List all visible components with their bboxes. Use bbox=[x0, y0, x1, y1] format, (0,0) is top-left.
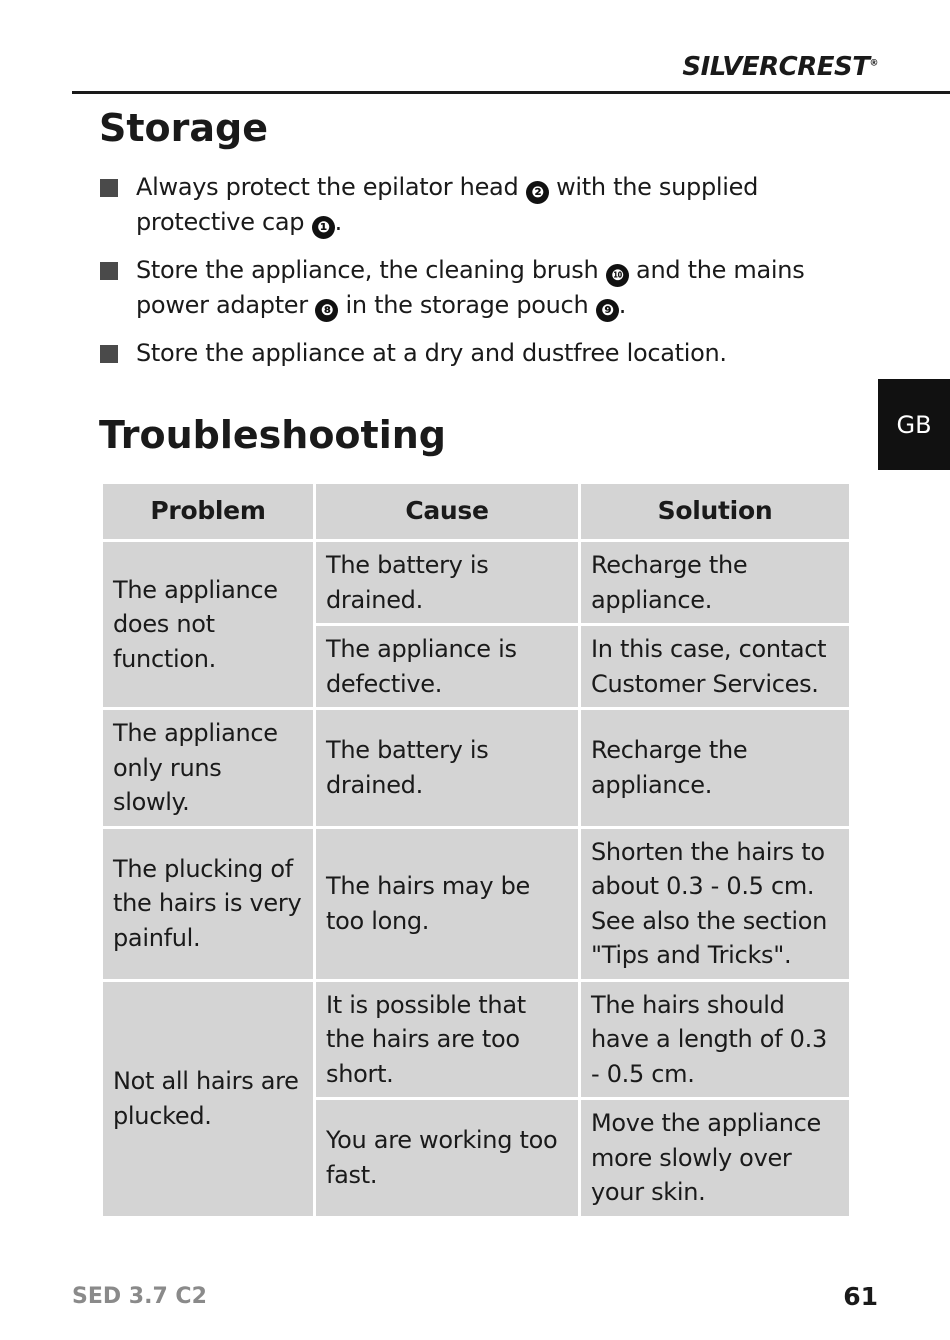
bullet-square-icon bbox=[100, 262, 118, 280]
bullet-square-icon bbox=[100, 179, 118, 197]
solution-cell: The hairs should have a length of 0.3 - 0.5 cm. bbox=[581, 982, 849, 1098]
header-solution: Solution bbox=[581, 484, 849, 539]
header-problem: Problem bbox=[103, 484, 313, 539]
bullet-square-icon bbox=[100, 345, 118, 363]
cause-cell: The battery is drained. bbox=[316, 542, 578, 623]
footer-model: SED 3.7 C2 bbox=[72, 1284, 207, 1309]
storage-item bbox=[99, 336, 859, 371]
problem-cell: The plucking of the hairs is very painful. bbox=[103, 829, 313, 979]
storage-item-text: Store the appliance, the cleaning brush bbox=[136, 256, 606, 284]
solution-cell: Recharge the appliance. bbox=[581, 710, 849, 826]
problem-cell: Not all hairs are plucked. bbox=[103, 982, 313, 1216]
cause-cell: The appliance is defective. bbox=[316, 626, 578, 707]
cause-cell: It is possible that the hairs are too short. bbox=[316, 982, 578, 1098]
storage-item-text: in the storage pouch bbox=[338, 291, 596, 319]
header-cause: Cause bbox=[316, 484, 578, 539]
solution-cell: In this case, contact Customer Services. bbox=[581, 626, 849, 707]
language-tab: GB bbox=[878, 379, 950, 470]
brand-logo bbox=[682, 52, 878, 82]
brand-name: SILVERCREST bbox=[682, 52, 870, 82]
storage-list bbox=[99, 170, 859, 384]
cause-cell: The battery is drained. bbox=[316, 710, 578, 826]
storage-item-text: with the supplied protective cap bbox=[136, 173, 759, 236]
storage-title: Storage bbox=[99, 106, 268, 150]
solution-cell: Shorten the hairs to about 0.3 - 0.5 cm. See also the section "Tips and Tricks". bbox=[581, 829, 849, 979]
solution-cell: Move the appliance more slowly over your skin. bbox=[581, 1100, 849, 1216]
storage-item bbox=[99, 170, 859, 240]
troubleshooting-table bbox=[100, 481, 852, 1219]
problem-cell: The appliance only runs slowly. bbox=[103, 710, 313, 826]
table-header-row bbox=[103, 484, 849, 539]
table-row bbox=[103, 710, 849, 826]
table-row bbox=[103, 982, 849, 1098]
cause-cell: The hairs may be too long. bbox=[316, 829, 578, 979]
number-1-icon: ❶ bbox=[312, 216, 335, 239]
number-10-icon: ❿ bbox=[606, 264, 629, 287]
storage-item-text: . bbox=[334, 208, 342, 236]
cause-cell: You are working too fast. bbox=[316, 1100, 578, 1216]
table-row bbox=[103, 829, 849, 979]
header-rule bbox=[72, 91, 950, 94]
storage-item-text: Store the appliance at a dry and dustfree location. bbox=[136, 339, 727, 367]
storage-item bbox=[99, 253, 859, 323]
table-row bbox=[103, 542, 849, 623]
number-2-icon: ❷ bbox=[526, 181, 549, 204]
registered-mark: ® bbox=[869, 58, 878, 69]
number-8-icon: ❽ bbox=[315, 299, 338, 322]
problem-cell: The appliance does not function. bbox=[103, 542, 313, 707]
storage-item-text: . bbox=[618, 291, 627, 319]
troubleshooting-title: Troubleshooting bbox=[99, 413, 446, 457]
storage-item-text: and the mains power adapter bbox=[136, 256, 805, 319]
number-9-icon: ❾ bbox=[596, 299, 619, 322]
page-number: 61 bbox=[843, 1282, 878, 1311]
solution-cell: Recharge the appliance. bbox=[581, 542, 849, 623]
storage-item-text: Always protect the epilator head bbox=[136, 173, 526, 201]
